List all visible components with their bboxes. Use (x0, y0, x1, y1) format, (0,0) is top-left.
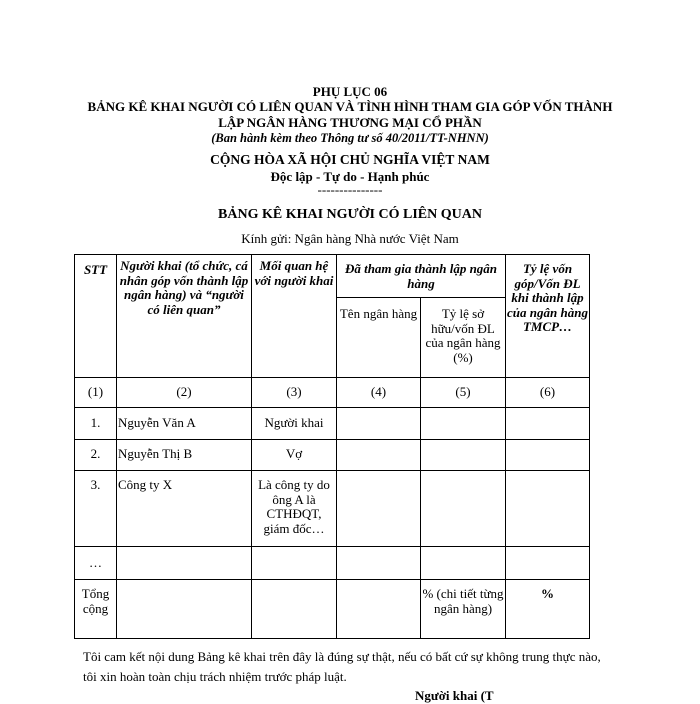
header-capital-ratio: Tỷ lệ vốn góp/Vốn ĐL khi thành lập của ngân hàng TMCP… (507, 261, 588, 334)
appendix-label: PHỤ LỤC 06 (312, 84, 388, 99)
column-number: (3) (286, 384, 302, 399)
row-name: Nguyễn Văn A (118, 415, 196, 430)
header-relation: Mối quan hệ với người khai (254, 258, 334, 288)
row-relation: Vợ (285, 446, 303, 461)
country-name: CỘNG HÒA XÃ HỘI CHỦ NGHĨA VIỆT NAM (210, 152, 490, 167)
row-stt: 3. (90, 477, 101, 492)
row-relation: Là công ty do ông A là CTHĐQT, giám đốc… (258, 477, 330, 536)
addressee: Kính gửi: Ngân hàng Nhà nước Việt Nam (241, 231, 459, 246)
header-declarant: Người khai (tổ chức, cá nhân góp vốn thành lập ngân hàng) và “người có liên quan” (119, 258, 249, 317)
row-stt: 1. (90, 415, 101, 430)
form-title: BẢNG KÊ KHAI NGƯỜI CÓ LIÊN QUAN (218, 207, 482, 222)
column-number: (6) (539, 384, 556, 399)
national-motto: Độc lập - Tự do - Hạnh phúc (270, 169, 430, 184)
issued-note: (Ban hành kèm theo Thông tư số 40/2011/TT-NHNN) (211, 131, 489, 145)
column-number: (2) (176, 384, 192, 399)
document-title-line-1: BẢNG KÊ KHAI NGƯỜI CÓ LIÊN QUAN VÀ TÌNH HÌNH THAM GIA GÓP VỐN THÀNH (87, 99, 613, 114)
column-number: (1) (87, 384, 104, 399)
row-name: Nguyễn Thị B (118, 446, 193, 461)
header-stt: STT (83, 262, 108, 277)
header-separator: --------------- (317, 182, 383, 197)
row-stt: 2. (90, 446, 101, 461)
header-participated: Đã tham gia thành lập ngân hàng (344, 261, 498, 291)
total-capital-ratio: % (541, 586, 554, 601)
total-label: Tổng cộng (81, 586, 110, 616)
header-ownership: Tỷ lệ sở hữu/vốn ĐL của ngân hàng (%) (425, 306, 501, 365)
signature-label: Người khai (T (415, 688, 494, 703)
column-number: (4) (370, 384, 387, 399)
row-relation: Người khai (264, 415, 324, 430)
column-number: (5) (455, 384, 471, 399)
total-ownership: % (chi tiết từng ngân hàng) (422, 586, 504, 616)
commitment-text: Tôi cam kết nội dung Bảng kê khai trên đây là đúng sự thật, nếu có bất cứ sự không trung thực nào, tôi xin hoàn toàn chịu trách nhiệm trước pháp luật. (83, 649, 601, 684)
row-name: Công ty X (118, 477, 173, 492)
header-bank-name: Tên ngân hàng (339, 306, 418, 321)
row-stt: … (89, 555, 102, 570)
document-title-line-2: LẬP NGÂN HÀNG THƯƠNG MẠI CỔ PHẦN (218, 115, 482, 130)
